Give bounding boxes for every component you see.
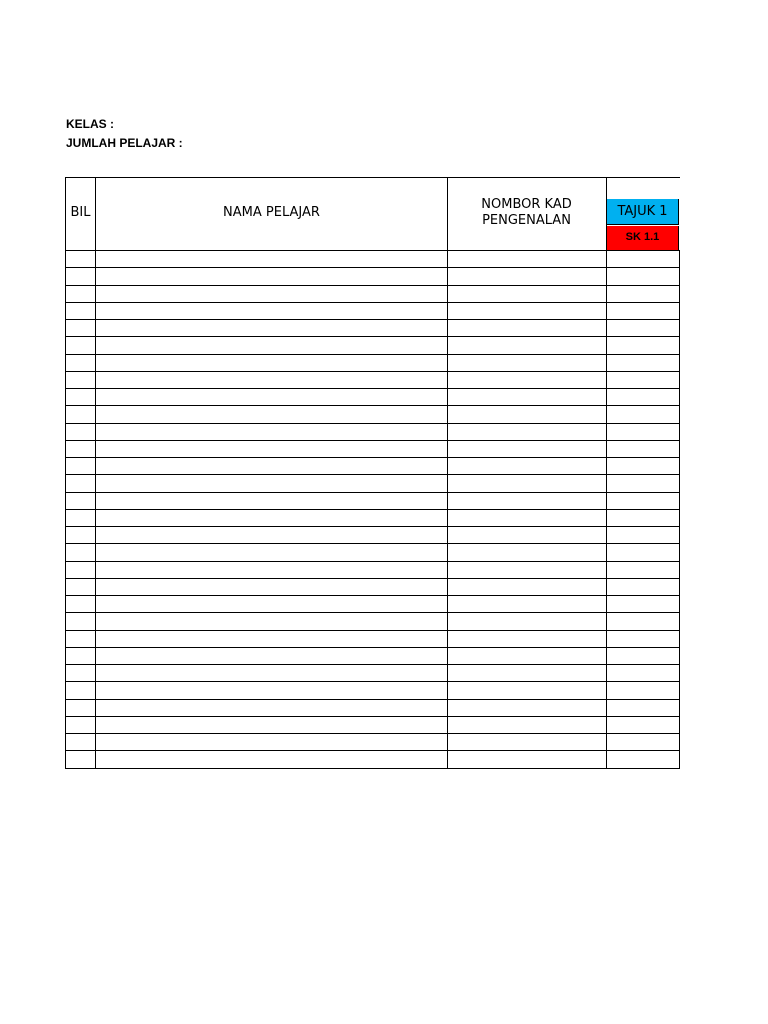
table-column-line-1	[95, 177, 96, 769]
table-column-line-3	[606, 177, 607, 769]
table-row-line	[65, 267, 680, 268]
table-row-line	[65, 750, 680, 751]
table-row-line	[65, 526, 680, 527]
table-row-line	[65, 716, 680, 717]
table-row-line	[65, 595, 680, 596]
table-bottom-border	[65, 768, 680, 769]
sk-header-cell: SK 1.1	[607, 226, 679, 250]
jumlah-pelajar-label: JUMLAH PELAJAR :	[66, 136, 183, 150]
header-nombor-kad-pengenalan	[448, 197, 605, 229]
table-row-line	[65, 630, 680, 631]
table-row-line	[65, 302, 680, 303]
table-row-line	[65, 543, 680, 544]
table-row-line	[65, 388, 680, 389]
table-row-line	[65, 699, 680, 700]
table-row-line	[65, 492, 680, 493]
header-nombor-line2: PENGENALAN	[482, 213, 571, 228]
table-row-line	[65, 664, 680, 665]
table-row-line	[65, 440, 680, 441]
table-row-line	[65, 647, 680, 648]
table-row-line	[65, 423, 680, 424]
table-right-border	[679, 250, 680, 769]
table-row-line	[65, 250, 680, 251]
kelas-label: KELAS :	[66, 117, 114, 131]
table-column-line-0	[65, 177, 66, 769]
table-row-line	[65, 612, 680, 613]
table-row-line	[65, 681, 680, 682]
table-row-line	[65, 457, 680, 458]
table-row-line	[65, 319, 680, 320]
header-nombor-line1: NOMBOR KAD	[481, 197, 572, 212]
header-nama-pelajar: NAMA PELAJAR	[223, 205, 320, 220]
table-column-line-2	[447, 177, 448, 769]
table-row-line	[65, 336, 680, 337]
table-row-line	[65, 354, 680, 355]
header-bil: BIL	[70, 205, 91, 220]
table-row-line	[65, 371, 680, 372]
table-row-line	[65, 733, 680, 734]
table-row-line	[65, 509, 680, 510]
table-row-line	[65, 578, 680, 579]
table-row-line	[65, 474, 680, 475]
table-row-line	[65, 405, 680, 406]
tajuk-header-cell: TAJUK 1	[607, 199, 679, 225]
table-row-line	[65, 561, 680, 562]
student-list-table	[65, 177, 680, 770]
table-top-border	[65, 177, 680, 178]
table-row-line	[65, 285, 680, 286]
